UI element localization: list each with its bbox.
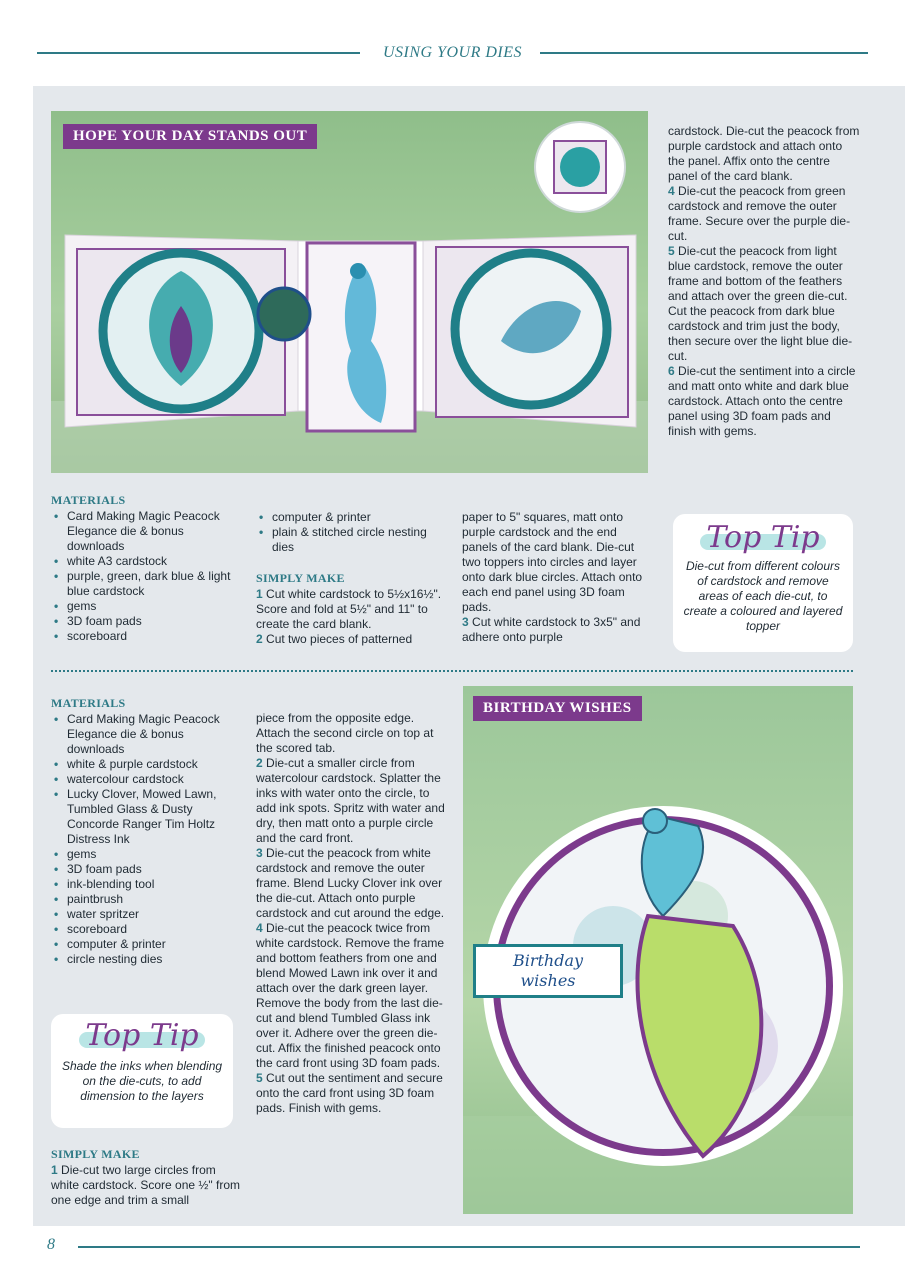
list-item: • paintbrush [51,892,241,907]
step-5 [668,244,860,364]
step-number: 5 [668,244,675,258]
step-number: 3 [462,615,469,629]
step-number: 1 [51,1163,58,1177]
project1-steps-right [668,124,860,439]
step-number: 2 [256,632,263,646]
step-4 [668,184,860,244]
simply-make-heading: SIMPLY MAKE [256,571,345,585]
materials-heading: MATERIALS [51,696,126,710]
materials-list [51,509,241,644]
step-number: 5 [256,1071,263,1085]
list-item: • plain & stitched circle nesting dies [256,525,446,555]
step-2 [256,756,448,846]
step-text: cardstock. Die-cut the peacock from purple cardstock and attach onto the panel. Affix onto the centre panel of the card blank. [668,124,860,183]
list-item: • scoreboard [51,629,241,644]
project1-col-c [462,510,652,645]
list-item: • gems [51,599,241,614]
step-1 [51,1163,241,1208]
step-text: Cut white cardstock to 5½x16½". Score and fold at 5½" and 11" to create the card blank. [256,587,442,631]
step-number: 2 [256,756,263,770]
step-continued [256,711,448,756]
list-item: • 3D foam pads [51,862,241,877]
step-text: Cut white cardstock to 3x5" and adhere onto purple [462,615,641,644]
top-tip-body: Shade the inks when blending on the die-cuts, to add dimension to the layers [61,1059,223,1103]
simply-make-heading: SIMPLY MAKE [51,1147,140,1161]
step-text: Die-cut two large circles from white cardstock. Score one ½" from one edge and trim a small [51,1163,241,1207]
step-number: 6 [668,364,675,378]
step-number: 4 [256,921,263,935]
project1-materials [51,493,241,644]
top-tip-body: Die-cut from different colours of cardstock and remove areas of each die-cut, to create a coloured and layered topper [683,559,843,633]
project2-top-tip [51,1014,233,1128]
list-item: • white & purple cardstock [51,757,241,772]
step-text: Cut two pieces of patterned [266,632,413,646]
top-tip-title-text: Top Tip [85,1018,199,1053]
birthday-sentiment-tag [473,944,623,998]
list-item: • Lucky Clover, Mowed Lawn, Tumbled Glass & Dusty Concorde Ranger Tim Holtz Distress Ink [51,787,241,847]
step-text: Die-cut the peacock from light blue cardstock, remove the outer frame and bottom of the feathers and attach over the green die-cut. Cut the peacock from dark blue cardstock and trim just the body, then secure over the light blue die-cut. [668,244,853,363]
project2-materials [51,696,241,967]
project2-steps [256,711,448,1116]
step-number: 4 [668,184,675,198]
step-3 [462,615,652,645]
materials-list [51,712,241,967]
step-continued [668,124,860,184]
list-item: • watercolour cardstock [51,772,241,787]
list-item: • water spritzer [51,907,241,922]
project2-photo [463,686,853,1214]
list-item: • purple, green, dark blue & light blue cardstock [51,569,241,599]
list-item: • ink-blending tool [51,877,241,892]
sentiment-line: Birthday [512,951,584,970]
list-item: • white A3 cardstock [51,554,241,569]
tri-fold-card-illustration [51,111,648,473]
list-item: • 3D foam pads [51,614,241,629]
step-text: piece from the opposite edge. Attach the second circle on top at the scored tab. [256,711,434,755]
footer-rule [78,1246,860,1248]
step-6 [668,364,860,439]
top-tip-title [706,520,819,555]
project2-simply-make [51,1147,241,1208]
project1-top-tip [673,514,853,652]
list-item: • Card Making Magic Peacock Elegance die & bonus downloads [51,509,241,554]
list-item: • scoreboard [51,922,241,937]
step-3 [256,846,448,921]
project2-title-label: BIRTHDAY WISHES [473,696,642,721]
step-continued [462,510,652,615]
step-number: 1 [256,587,263,601]
materials-heading: MATERIALS [51,493,126,507]
list-item: • computer & printer [256,510,446,525]
step-text: Die-cut the peacock twice from white cardstock. Remove the frame and bottom feathers from one and blend Mowed Lawn ink over it and attach over the dark green layer. Remove the body from the last die-cut and blend Tumbled Glass ink over it. Adhere over the green die-cut. Affix the finished peacock onto the card front using 3D foam pads. [256,921,445,1070]
step-text: paper to 5" squares, matt onto purple cardstock and the end panels of the card blank. Die-cut two toppers into circles and layer onto dark blue circles. Attach onto each end panel using 3D foam pads. [462,510,643,614]
list-item: • gems [51,847,241,862]
header-rule-right [540,52,868,54]
step-text: Die-cut a smaller circle from watercolour cardstock. Splatter the inks with water onto the circle, to add ink spots. Spritz with water and dry, then matt onto a purple circle and the card front. [256,756,445,845]
sentiment-line: wishes [520,971,576,990]
materials-list-continued [256,510,446,555]
step-text: Die-cut the peacock from green cardstock and remove the outer frame. Secure over the purple die-cut. [668,184,851,243]
page-header-title: USING YOUR DIES [382,44,523,61]
step-number: 3 [256,846,263,860]
project1-photo [51,111,648,473]
step-5 [256,1071,448,1116]
step-1 [256,587,446,632]
step-2 [256,632,446,647]
top-tip-title [85,1018,198,1053]
list-item: • circle nesting dies [51,952,241,967]
section-divider [51,670,853,672]
page-number: 8 [47,1236,55,1253]
top-tip-title-text: Top Tip [706,520,820,555]
project1-col-b [256,510,446,647]
project1-title-label: HOPE YOUR DAY STANDS OUT [63,124,317,149]
list-item: • Card Making Magic Peacock Elegance die & bonus downloads [51,712,241,757]
step-text: Die-cut the peacock from white cardstock and remove the outer frame. Blend Lucky Clover ink over the die-cut. Attach onto purple cardstock and cut around the edge. [256,846,445,920]
step-text: Cut out the sentiment and secure onto the card front using 3D foam pads. Finish with gems. [256,1071,443,1115]
list-item: • computer & printer [51,937,241,952]
step-text: Die-cut the sentiment into a circle and matt onto white and dark blue cardstock. Attach onto the centre panel using 3D foam pads and finish with gems. [668,364,856,438]
step-4 [256,921,448,1071]
